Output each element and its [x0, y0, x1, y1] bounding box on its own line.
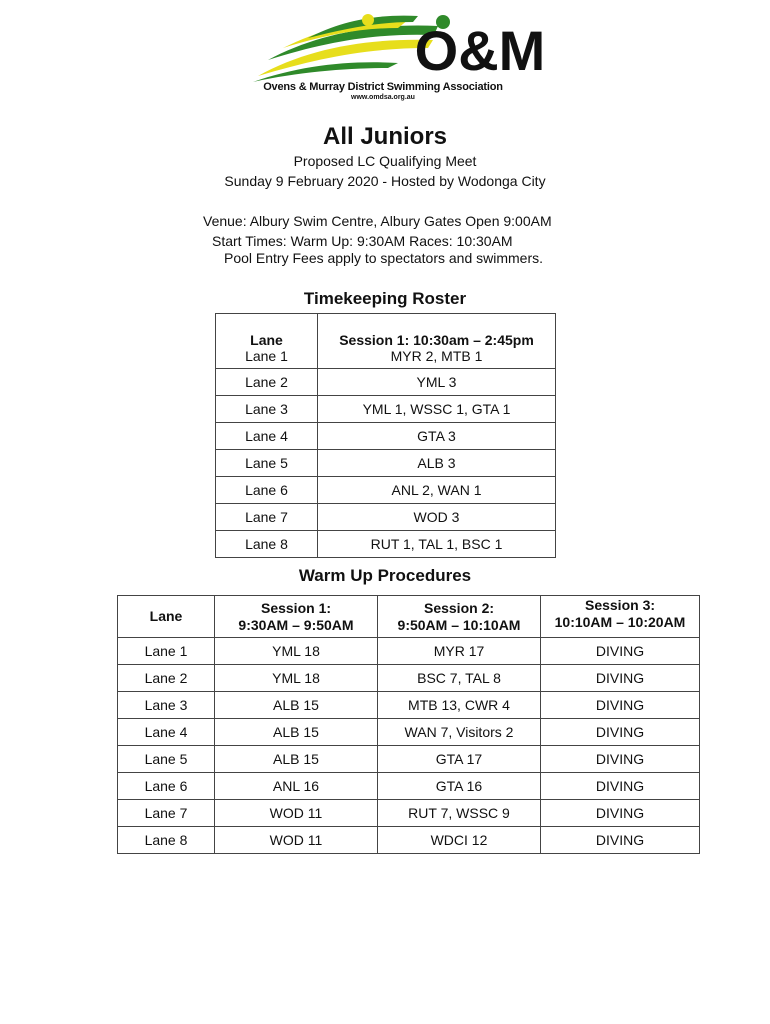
session3-cell: DIVING	[541, 800, 700, 827]
session1-cell: WOD 11	[215, 827, 378, 854]
session2-cell: MYR 17	[378, 638, 541, 665]
meet-date: Sunday 9 February 2020 - Hosted by Wodonga City	[224, 173, 546, 189]
table-row	[118, 638, 700, 665]
lane-cell: Lane 8	[216, 531, 318, 558]
table-row	[118, 746, 700, 773]
session2-cell: WDCI 12	[378, 827, 541, 854]
session1-cell: ALB 15	[215, 719, 378, 746]
assignment-cell: WOD 3	[318, 504, 556, 531]
session1-cell: YML 18	[215, 638, 378, 665]
logo-website: www.omdsa.org.au	[351, 94, 415, 101]
warmup-title: Warm Up Procedures	[298, 566, 472, 585]
column-header: Session 1: 9:30AM – 9:50AM	[215, 596, 378, 638]
column-header: Lane	[118, 596, 215, 638]
fees-line: Pool Entry Fees apply to spectators and swimmers.	[224, 250, 544, 266]
assignment-cell: GTA 3	[318, 423, 556, 450]
table-header-row	[118, 596, 700, 638]
table-row	[216, 369, 556, 396]
lane-cell: Lane 7	[216, 504, 318, 531]
session2-cell: GTA 16	[378, 773, 541, 800]
table-row	[216, 477, 556, 504]
lane-cell: Lane 1	[118, 638, 215, 665]
session2-cell: BSC 7, TAL 8	[378, 665, 541, 692]
session3-cell: DIVING	[541, 719, 700, 746]
table-row	[216, 531, 556, 558]
session1-cell: ALB 15	[215, 692, 378, 719]
lane-cell: Lane 6	[216, 477, 318, 504]
lane-cell: Lane 8	[118, 827, 215, 854]
table-row	[118, 719, 700, 746]
logo-mark: O&M	[414, 19, 546, 82]
assignment-cell: YML 1, WSSC 1, GTA 1	[318, 396, 556, 423]
session2-cell: MTB 13, CWR 4	[378, 692, 541, 719]
lane-cell: Lane 1	[216, 348, 318, 369]
session3-cell: DIVING	[541, 638, 700, 665]
table-row	[216, 450, 556, 477]
session3-cell: DIVING	[541, 692, 700, 719]
timekeeping-table	[215, 313, 556, 558]
assignment-cell: MYR 2, MTB 1	[318, 348, 556, 369]
page-title: All Juniors	[322, 123, 448, 150]
session1-cell: YML 18	[215, 665, 378, 692]
session1-cell: ALB 15	[215, 746, 378, 773]
table-row	[216, 348, 556, 369]
session2-cell: WAN 7, Visitors 2	[378, 719, 541, 746]
assignment-cell: ANL 2, WAN 1	[318, 477, 556, 504]
session3-cell: DIVING	[541, 773, 700, 800]
table-header-row	[216, 314, 556, 349]
lane-cell: Lane 2	[216, 369, 318, 396]
table-row	[216, 504, 556, 531]
table-row	[118, 692, 700, 719]
timekeeping-title: Timekeeping Roster	[303, 289, 467, 308]
logo-association-name: Ovens & Murray District Swimming Association	[263, 81, 503, 93]
venue-line: Venue: Albury Swim Centre, Albury Gates Open 9:00AM	[203, 213, 552, 229]
column-header: Session 3: 10:10AM – 10:20AM	[541, 596, 700, 638]
session1-cell: ANL 16	[215, 773, 378, 800]
session3-cell: DIVING	[541, 665, 700, 692]
table-row	[216, 423, 556, 450]
session3-cell: DIVING	[541, 746, 700, 773]
meet-subtitle: Proposed LC Qualifying Meet	[293, 153, 477, 169]
lane-cell: Lane 3	[216, 396, 318, 423]
assignment-cell: RUT 1, TAL 1, BSC 1	[318, 531, 556, 558]
session2-cell: GTA 17	[378, 746, 541, 773]
table-row	[118, 827, 700, 854]
omdsa-logo	[248, 8, 546, 108]
assignment-cell: YML 3	[318, 369, 556, 396]
lane-cell: Lane 7	[118, 800, 215, 827]
column-header: Session 1: 10:30am – 2:45pm	[318, 314, 556, 349]
lane-cell: Lane 6	[118, 773, 215, 800]
session3-cell: DIVING	[541, 827, 700, 854]
table-row	[118, 800, 700, 827]
table-row	[216, 396, 556, 423]
lane-cell: Lane 5	[216, 450, 318, 477]
assignment-cell: ALB 3	[318, 450, 556, 477]
lane-cell: Lane 4	[216, 423, 318, 450]
session1-cell: WOD 11	[215, 800, 378, 827]
start-times-line: Start Times: Warm Up: 9:30AM Races: 10:30AM	[212, 233, 513, 249]
session2-cell: RUT 7, WSSC 9	[378, 800, 541, 827]
lane-cell: Lane 2	[118, 665, 215, 692]
lane-cell: Lane 5	[118, 746, 215, 773]
lane-cell: Lane 3	[118, 692, 215, 719]
column-header: Session 2: 9:50AM – 10:10AM	[378, 596, 541, 638]
column-header: Lane	[216, 314, 318, 349]
table-row	[118, 773, 700, 800]
warmup-table	[117, 595, 700, 854]
table-row	[118, 665, 700, 692]
lane-cell: Lane 4	[118, 719, 215, 746]
